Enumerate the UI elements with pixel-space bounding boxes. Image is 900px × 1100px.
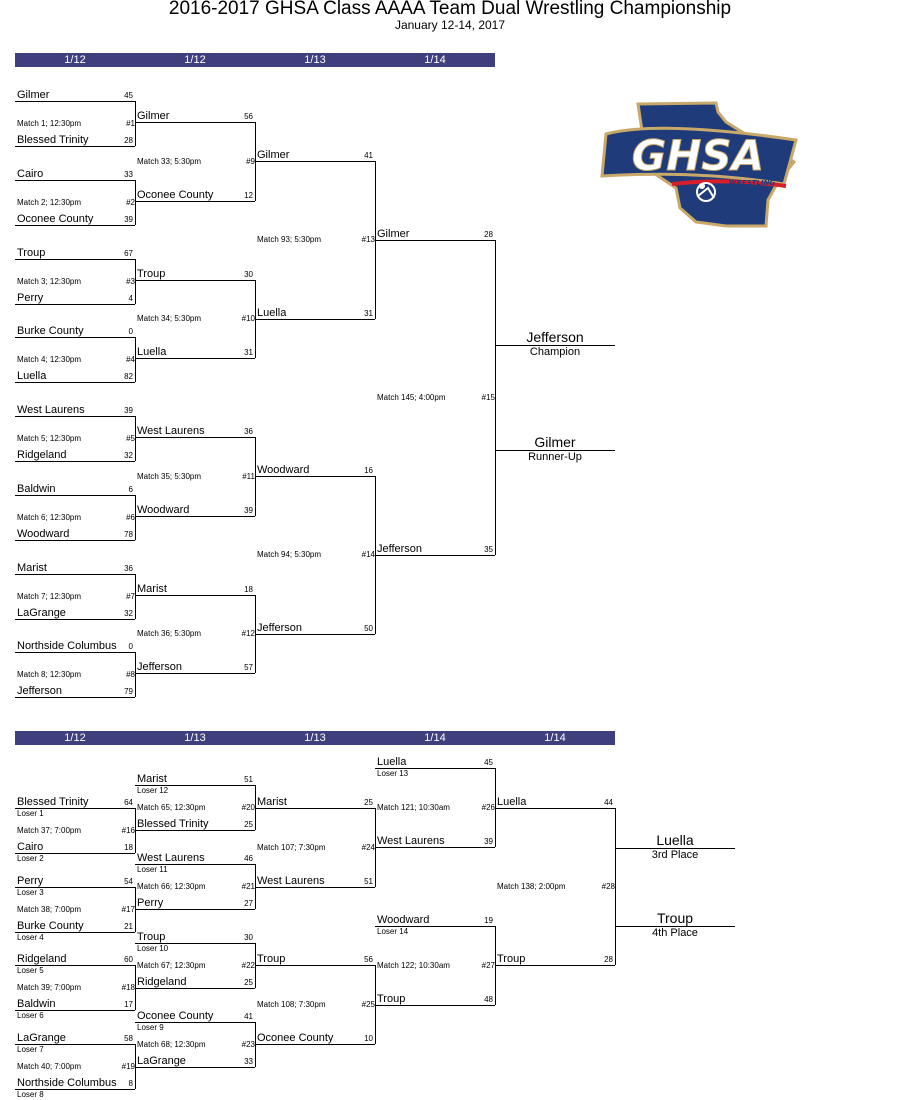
team-name: Luella: [257, 307, 287, 319]
bracket-line: [495, 240, 496, 555]
team-score: 33: [244, 1057, 253, 1066]
team-score: 28: [484, 230, 493, 239]
match-number: #11: [242, 471, 255, 481]
bracket-line: [15, 697, 135, 698]
match-number: #18: [121, 982, 135, 992]
team-name: LaGrange: [137, 1055, 186, 1067]
team-score: 30: [244, 270, 253, 279]
team-score: 36: [124, 564, 133, 573]
match-info: Match 67; 12:30pm: [137, 960, 206, 970]
match-info: Match 39; 7:00pm: [17, 982, 82, 992]
team-score: 27: [244, 899, 253, 908]
ghsa-georgia-logo-icon: [602, 103, 796, 226]
team-score: 4: [128, 294, 133, 303]
match-number: #22: [241, 960, 255, 970]
match-number: #16: [121, 825, 135, 835]
team-score: 25: [364, 798, 373, 807]
team-score: 39: [244, 506, 253, 515]
match-number: #5: [126, 433, 135, 443]
team-name: Luella: [377, 756, 407, 768]
team-name: Perry: [17, 875, 44, 887]
match-info: Match 37; 7:00pm: [17, 825, 82, 835]
team-score: 25: [244, 820, 253, 829]
loser-label: Loser 13: [377, 769, 409, 778]
date-header: 1/14: [375, 731, 495, 745]
match-info: Match 38; 7:00pm: [17, 904, 82, 914]
bracket-line: [15, 495, 135, 496]
team-name: Oconee County: [257, 1032, 334, 1044]
match-number: #15: [481, 392, 495, 402]
team-name: Marist: [137, 773, 167, 785]
placement-team: Jefferson: [526, 329, 584, 345]
match-info: Match 66; 12:30pm: [137, 881, 206, 891]
match-info: Match 2; 12:30pm: [17, 197, 82, 207]
team-score: 0: [128, 642, 133, 651]
team-name: Troup: [17, 247, 46, 259]
team-score: 28: [124, 136, 133, 145]
bracket-line: [15, 180, 135, 181]
team-score: 28: [604, 955, 613, 964]
team-name: Marist: [257, 796, 287, 808]
team-name: Gilmer: [137, 110, 170, 122]
bracket-line: [15, 540, 135, 541]
bracket-line: [135, 1067, 255, 1068]
team-score: 6: [128, 485, 133, 494]
loser-label: Loser 6: [17, 1011, 44, 1020]
match-info: Match 36; 5:30pm: [137, 629, 202, 638]
bracket-line: [135, 416, 136, 461]
match-number: #10: [241, 314, 255, 323]
bracket-line: [135, 830, 255, 831]
bracket-line: [135, 574, 136, 619]
team-name: Troup: [137, 268, 166, 280]
team-score: 12: [244, 191, 253, 200]
placement-label: 3rd Place: [651, 849, 699, 861]
loser-label: Loser 8: [17, 1090, 44, 1099]
match-info: Match 34; 5:30pm: [137, 314, 202, 323]
bracket-line: [255, 476, 375, 477]
team-name: Jefferson: [17, 685, 63, 697]
match-info: Match 122; 10:30am: [377, 960, 450, 970]
team-name: West Laurens: [17, 404, 85, 416]
team-score: 0: [128, 327, 133, 336]
team-score: 82: [124, 372, 133, 381]
match-info: Match 33; 5:30pm: [137, 156, 202, 166]
match-info: Match 107; 7:30pm: [257, 842, 326, 852]
team-name: Baldwin: [17, 998, 56, 1010]
team-name: Gilmer: [377, 228, 410, 240]
loser-label: Loser 1: [17, 809, 44, 818]
bracket-line: [375, 847, 495, 848]
svg-text:GHSA: GHSA: [631, 131, 765, 180]
bracket-line: [255, 965, 375, 966]
loser-label: Loser 9: [137, 1023, 164, 1032]
match-number: #3: [126, 276, 135, 286]
bracket-line: [495, 965, 615, 966]
match-info: Match 93; 5:30pm: [257, 235, 322, 244]
bracket-line: [15, 337, 135, 338]
date-header: 1/12: [135, 53, 255, 67]
bracket-line: [135, 358, 255, 359]
bracket-line: [135, 652, 136, 697]
match-number: #4: [126, 354, 135, 364]
bracket-line: [135, 337, 136, 382]
team-name: Woodward: [137, 504, 190, 516]
match-info: Match 65; 12:30pm: [137, 802, 206, 812]
date-header: 1/14: [495, 731, 615, 745]
bracket-line: [135, 595, 255, 596]
team-score: 57: [244, 663, 253, 672]
match-info: Match 7; 12:30pm: [17, 591, 82, 601]
team-score: 44: [604, 798, 613, 807]
team-name: Luella: [137, 346, 167, 358]
bracket-line: [135, 437, 255, 438]
bracket-line: [15, 652, 135, 653]
bracket-line: [135, 180, 136, 225]
match-number: #7: [126, 591, 135, 601]
team-score: 67: [124, 249, 133, 258]
team-name: Blessed Trinity: [17, 134, 89, 146]
team-name: Blessed Trinity: [137, 818, 209, 830]
match-number: #17: [121, 904, 135, 914]
match-number: #8: [126, 669, 135, 679]
placement-label: Champion: [529, 346, 581, 358]
team-score: 54: [124, 877, 133, 886]
team-name: Cairo: [17, 168, 44, 180]
match-info: Match 1; 12:30pm: [17, 118, 82, 128]
match-info: Match 121; 10:30am: [377, 802, 450, 812]
team-score: 35: [484, 545, 493, 554]
team-score: 18: [124, 843, 133, 852]
team-name: Perry: [137, 897, 164, 909]
team-score: 79: [124, 687, 133, 696]
team-score: 32: [124, 451, 133, 460]
loser-label: Loser 12: [137, 786, 169, 795]
team-name: Troup: [497, 953, 526, 965]
team-score: 36: [244, 427, 253, 436]
team-name: Luella: [17, 370, 47, 382]
bracket-line: [135, 495, 136, 540]
team-score: 56: [244, 112, 253, 121]
bracket-line: [255, 319, 375, 320]
placement-label: Runner-Up: [528, 451, 582, 463]
ghsa-logo: [598, 100, 802, 230]
bracket-line: [15, 101, 135, 102]
date-header: 1/13: [135, 731, 255, 745]
bracket-line: [375, 240, 495, 241]
team-name: LaGrange: [17, 1032, 66, 1044]
team-name: Cairo: [17, 841, 44, 853]
team-score: 56: [364, 955, 373, 964]
match-info: Match 8; 12:30pm: [17, 669, 82, 679]
loser-label: Loser 4: [17, 933, 44, 942]
team-score: 16: [364, 466, 373, 475]
team-name: Marist: [17, 562, 47, 574]
match-number: #25: [361, 999, 375, 1009]
team-score: 21: [124, 922, 133, 931]
team-score: 39: [484, 837, 493, 846]
team-name: Jefferson: [257, 622, 303, 634]
team-score: 19: [484, 916, 493, 925]
bracket-line: [15, 574, 135, 575]
bracket-line: [255, 808, 375, 809]
bracket-line: [135, 101, 136, 146]
team-name: Northside Columbus: [17, 1077, 117, 1089]
team-name: Ridgeland: [17, 953, 67, 965]
bracket-line: [15, 146, 135, 147]
bracket-line: [15, 461, 135, 462]
date-header: 1/13: [255, 53, 375, 67]
match-number: #23: [241, 1039, 255, 1049]
placement-team: Luella: [656, 832, 694, 848]
bracket-line: [255, 887, 375, 888]
match-number: #27: [481, 960, 495, 970]
bracket-line: [495, 808, 615, 809]
date-header: 1/14: [375, 53, 495, 67]
team-name: Woodward: [257, 464, 310, 476]
team-score: 60: [124, 955, 133, 964]
team-score: 48: [484, 995, 493, 1004]
team-score: 50: [364, 624, 373, 633]
bracket-line: [375, 1005, 495, 1006]
team-name: Woodward: [377, 914, 430, 926]
team-score: 30: [244, 933, 253, 942]
team-name: West Laurens: [377, 835, 445, 847]
loser-label: Loser 11: [137, 865, 168, 874]
match-info: Match 35; 5:30pm: [137, 471, 202, 481]
match-number: #6: [126, 512, 135, 522]
team-name: Northside Columbus: [17, 640, 117, 652]
placement-team: Troup: [656, 910, 694, 926]
match-number: #24: [361, 842, 375, 852]
bracket-line: [15, 259, 135, 260]
team-name: Jefferson: [137, 661, 183, 673]
team-score: 39: [124, 215, 133, 224]
date-header: 1/12: [15, 53, 135, 67]
loser-label: Loser 5: [17, 966, 44, 975]
placement-team: Gilmer: [534, 434, 576, 450]
bracket-line: [135, 122, 255, 123]
team-name: West Laurens: [257, 875, 325, 887]
loser-label: Loser 10: [137, 944, 169, 953]
team-score: 18: [244, 585, 253, 594]
match-number: #20: [241, 802, 255, 812]
team-name: Perry: [17, 292, 44, 304]
match-number: #13: [361, 235, 375, 244]
team-score: 39: [124, 406, 133, 415]
team-name: West Laurens: [137, 425, 205, 437]
team-name: Burke County: [17, 920, 84, 932]
team-score: 45: [124, 91, 133, 100]
team-score: 46: [244, 854, 253, 863]
match-info: Match 68; 12:30pm: [137, 1039, 206, 1049]
team-name: Blessed Trinity: [17, 796, 89, 808]
team-score: 45: [484, 758, 493, 767]
team-score: 17: [124, 1000, 133, 1009]
team-name: West Laurens: [137, 852, 205, 864]
team-name: LaGrange: [17, 607, 66, 619]
loser-label: Loser 7: [17, 1045, 44, 1054]
loser-label: Loser 2: [17, 854, 44, 863]
bracket-line: [135, 516, 255, 517]
team-name: Woodward: [17, 528, 70, 540]
team-name: Burke County: [17, 325, 84, 337]
match-info: Match 5; 12:30pm: [17, 433, 82, 443]
bracket-line: [15, 225, 135, 226]
match-info: Match 145; 4:00pm: [377, 392, 446, 402]
team-score: 78: [124, 530, 133, 539]
team-score: 64: [124, 798, 133, 807]
bracket-line: [135, 988, 255, 989]
match-number: #28: [601, 881, 615, 891]
team-name: Marist: [137, 583, 167, 595]
match-number: #2: [126, 197, 135, 207]
team-score: 25: [244, 978, 253, 987]
bracket-line: [135, 280, 255, 281]
team-score: 10: [364, 1034, 373, 1043]
date-header: 1/12: [15, 731, 135, 745]
bracket-line: [15, 416, 135, 417]
bracket-line: [15, 382, 135, 383]
team-score: 33: [124, 170, 133, 179]
team-score: 58: [124, 1034, 133, 1043]
match-info: Match 6; 12:30pm: [17, 512, 82, 522]
match-number: #1: [126, 118, 135, 128]
bracket-line: [135, 909, 255, 910]
bracket-line: [255, 161, 375, 162]
bracket-line: [15, 619, 135, 620]
team-name: Jefferson: [377, 543, 423, 555]
match-number: #12: [241, 629, 255, 638]
team-score: 32: [124, 609, 133, 618]
team-score: 51: [364, 877, 373, 886]
team-score: 8: [128, 1079, 133, 1088]
match-info: Match 4; 12:30pm: [17, 354, 82, 364]
team-name: Gilmer: [17, 89, 50, 101]
team-name: Oconee County: [17, 213, 94, 225]
match-number: #21: [241, 881, 255, 891]
bracket-line: [15, 304, 135, 305]
team-score: 31: [364, 309, 373, 318]
match-number: #19: [121, 1061, 135, 1071]
date-header: 1/13: [255, 731, 375, 745]
match-info: Match 108; 7:30pm: [257, 999, 326, 1009]
team-name: Baldwin: [17, 483, 56, 495]
match-number: #9: [246, 156, 255, 166]
team-name: Oconee County: [137, 189, 214, 201]
match-info: Match 94; 5:30pm: [257, 550, 322, 559]
team-name: Troup: [137, 931, 166, 943]
bracket-line: [255, 1044, 375, 1045]
team-name: Troup: [377, 993, 406, 1005]
team-name: Ridgeland: [17, 449, 67, 461]
team-name: Troup: [257, 953, 286, 965]
team-score: 41: [244, 1012, 253, 1021]
placement-label: 4th Place: [652, 927, 698, 939]
svg-text:WRESTLING: WRESTLING: [728, 179, 776, 187]
team-score: 51: [244, 775, 253, 784]
team-name: Ridgeland: [137, 976, 187, 988]
team-score: 41: [364, 151, 373, 160]
bracket-line: [135, 673, 255, 674]
match-info: Match 138; 2:00pm: [497, 881, 566, 891]
bracket-line: [135, 259, 136, 304]
loser-label: Loser 3: [17, 888, 44, 897]
match-number: #26: [481, 802, 495, 812]
match-info: Match 3; 12:30pm: [17, 276, 82, 286]
bracket-line: [135, 201, 255, 202]
loser-label: Loser 14: [377, 927, 409, 936]
team-score: 31: [244, 348, 253, 357]
page-title: 2016-2017 GHSA Class AAAA Team Dual Wrestling Championship: [168, 0, 732, 19]
bracket-line: [375, 555, 495, 556]
bracket-line: [255, 634, 375, 635]
team-name: Luella: [497, 796, 527, 808]
team-name: Gilmer: [257, 149, 290, 161]
match-number: #14: [361, 550, 375, 559]
match-info: Match 40; 7:00pm: [17, 1061, 82, 1071]
team-name: Oconee County: [137, 1010, 214, 1022]
page-subtitle: January 12-14, 2017: [394, 18, 506, 32]
